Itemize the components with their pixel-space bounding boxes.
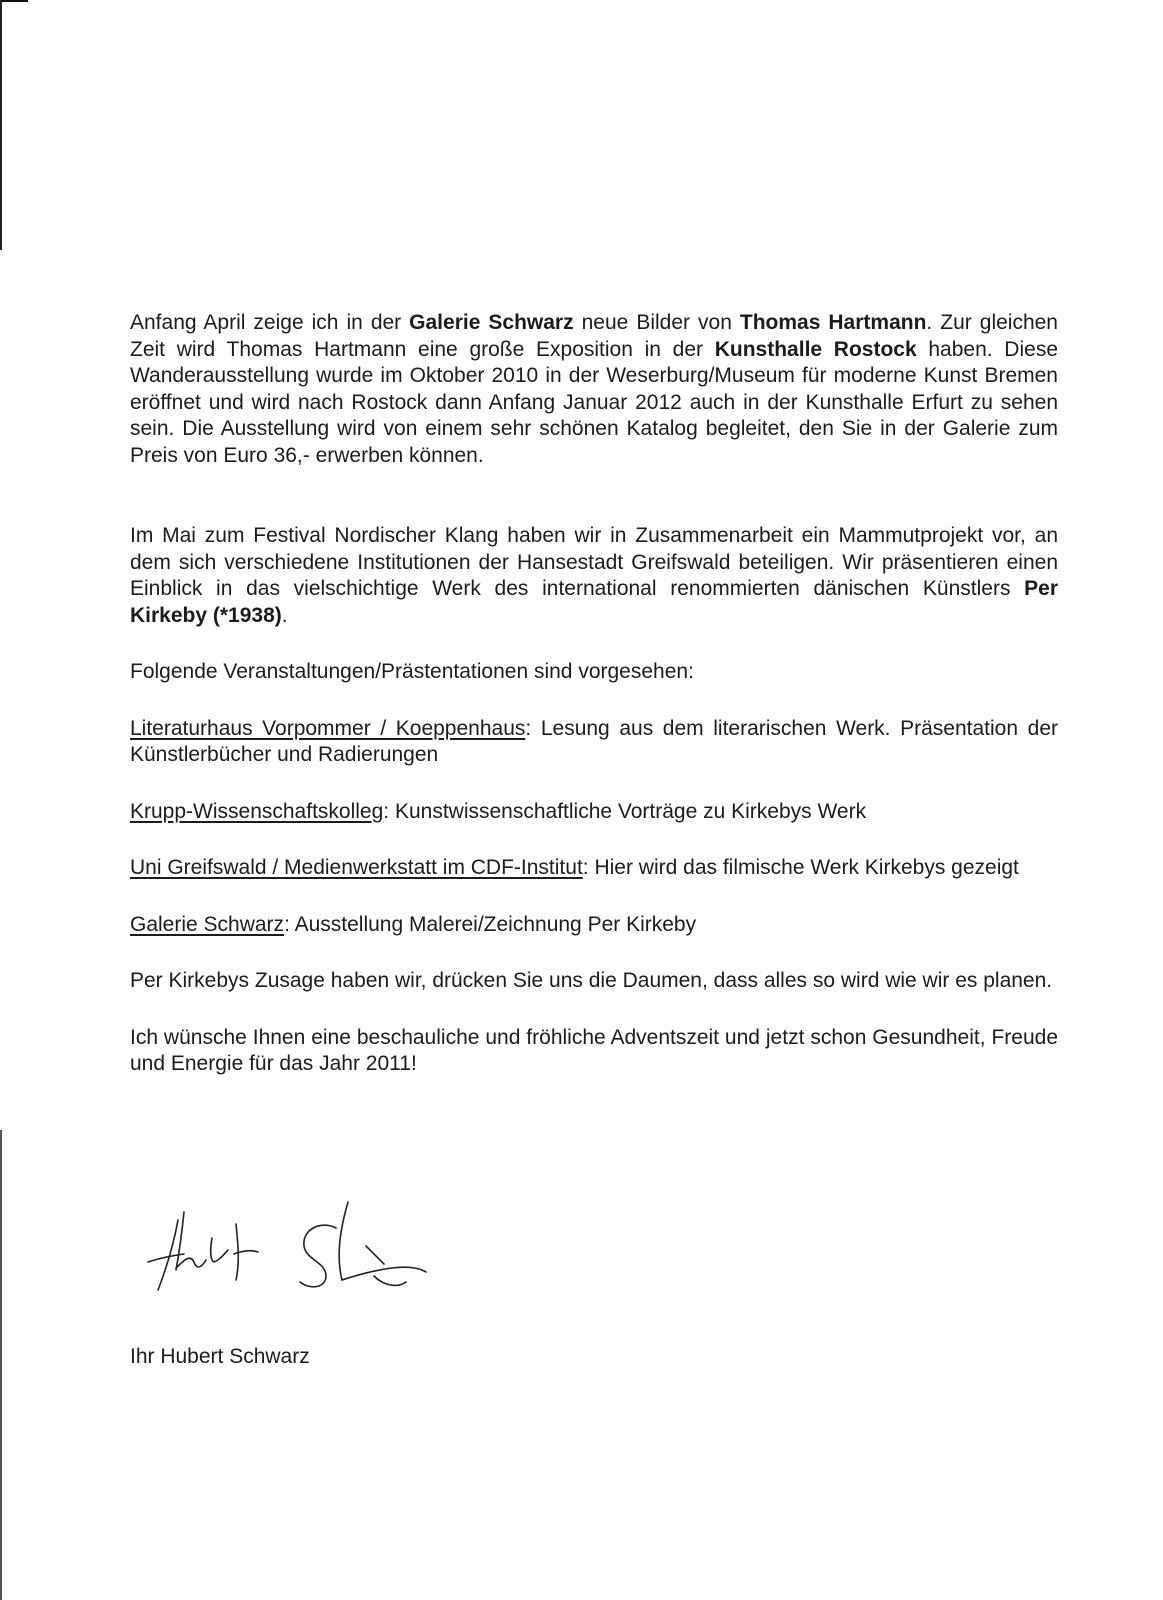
event-venue: Galerie Schwarz: [130, 912, 285, 936]
letter-body: [130, 310, 1058, 1078]
event-desc: : Kunstwissenschaftliche Vorträge zu Kirkebys Werk: [383, 799, 867, 823]
event-item: [130, 855, 1058, 882]
text: neue Bilder von: [573, 311, 740, 334]
scan-edge-mark: [0, 0, 28, 2]
text: .: [281, 603, 288, 627]
event-desc: : Hier wird das filmische Werk Kirkebys gezeigt: [582, 856, 1019, 879]
handwritten-signature: [140, 1190, 440, 1310]
signature-name: Ihr Hubert Schwarz: [130, 1345, 310, 1368]
event-item: [130, 912, 1058, 939]
bold-galerie-schwarz: Galerie Schwarz: [409, 311, 574, 334]
scan-edge-mark: [0, 0, 2, 250]
event-venue: Literaturhaus Vorpommer / Koeppenhaus: [130, 716, 526, 740]
event-venue: Uni Greifswald / Medienwerkstatt im CDF-Institut: [130, 856, 583, 879]
scan-edge-mark: [0, 1130, 2, 1600]
paragraph-hartmann: [130, 310, 1058, 469]
text: . Zur gleichen Zeit wird Thomas Hartmann eine große Exposition in der: [130, 311, 1058, 361]
paragraph-zusage: Per Kirkebys Zusage haben wir, drücken Sie uns die Daumen, dass alles so wird wie wir es planen.: [130, 969, 1053, 992]
bold-kunsthalle-rostock: Kunsthalle Rostock: [714, 337, 917, 361]
paragraph-kirkeby: [130, 523, 1058, 629]
bold-thomas-hartmann: Thomas Hartmann: [739, 311, 927, 334]
text: Anfang April zeige ich in der: [130, 311, 410, 334]
event-item: [130, 716, 1058, 769]
event-desc: : Lesung aus dem literarischen Werk. Präsentation der Künstlerbücher und Radierungen: [130, 716, 1058, 766]
paragraph-events-intro: Folgende Veranstaltungen/Prästentationen sind vorgesehen:: [130, 660, 694, 683]
event-desc: : Ausstellung Malerei/Zeichnung Per Kirkeby: [284, 912, 697, 936]
event-item: [130, 799, 1058, 826]
event-venue: Krupp-Wissenschaftskolleg: [130, 799, 384, 823]
text: Im Mai zum Festival Nordischer Klang haben wir in Zusammenarbeit ein Mammutprojekt vor, an dem sich verschiedene Institutionen der Hansestadt Greifswald beteiligen. Wir präsentieren einen Einblick in das vielschichtige Werk des international renommierten dänischen Künstlers: [130, 524, 1058, 600]
bold-per-kirkeby: Per Kirkeby (*1938): [130, 577, 1058, 627]
paragraph-greeting: Ich wünsche Ihnen eine beschauliche und fröhliche Adventszeit und jetzt schon Gesundheit, Freude und Energie für das Jahr 2011!: [130, 1025, 1058, 1075]
text: haben. Diese Wanderausstellung wurde im Oktober 2010 in der Weserburg/Museum für moderne Kunst Bremen eröffnet und wird nach Rostock dann Anfang Januar 2012 auch in der Kunsthalle Erfurt zu sehen sein. Die Ausstellung wird von einem sehr schönen Katalog begleitet, den Sie in der Galerie zum Preis von Euro 36,- erwerben können.: [130, 337, 1058, 467]
